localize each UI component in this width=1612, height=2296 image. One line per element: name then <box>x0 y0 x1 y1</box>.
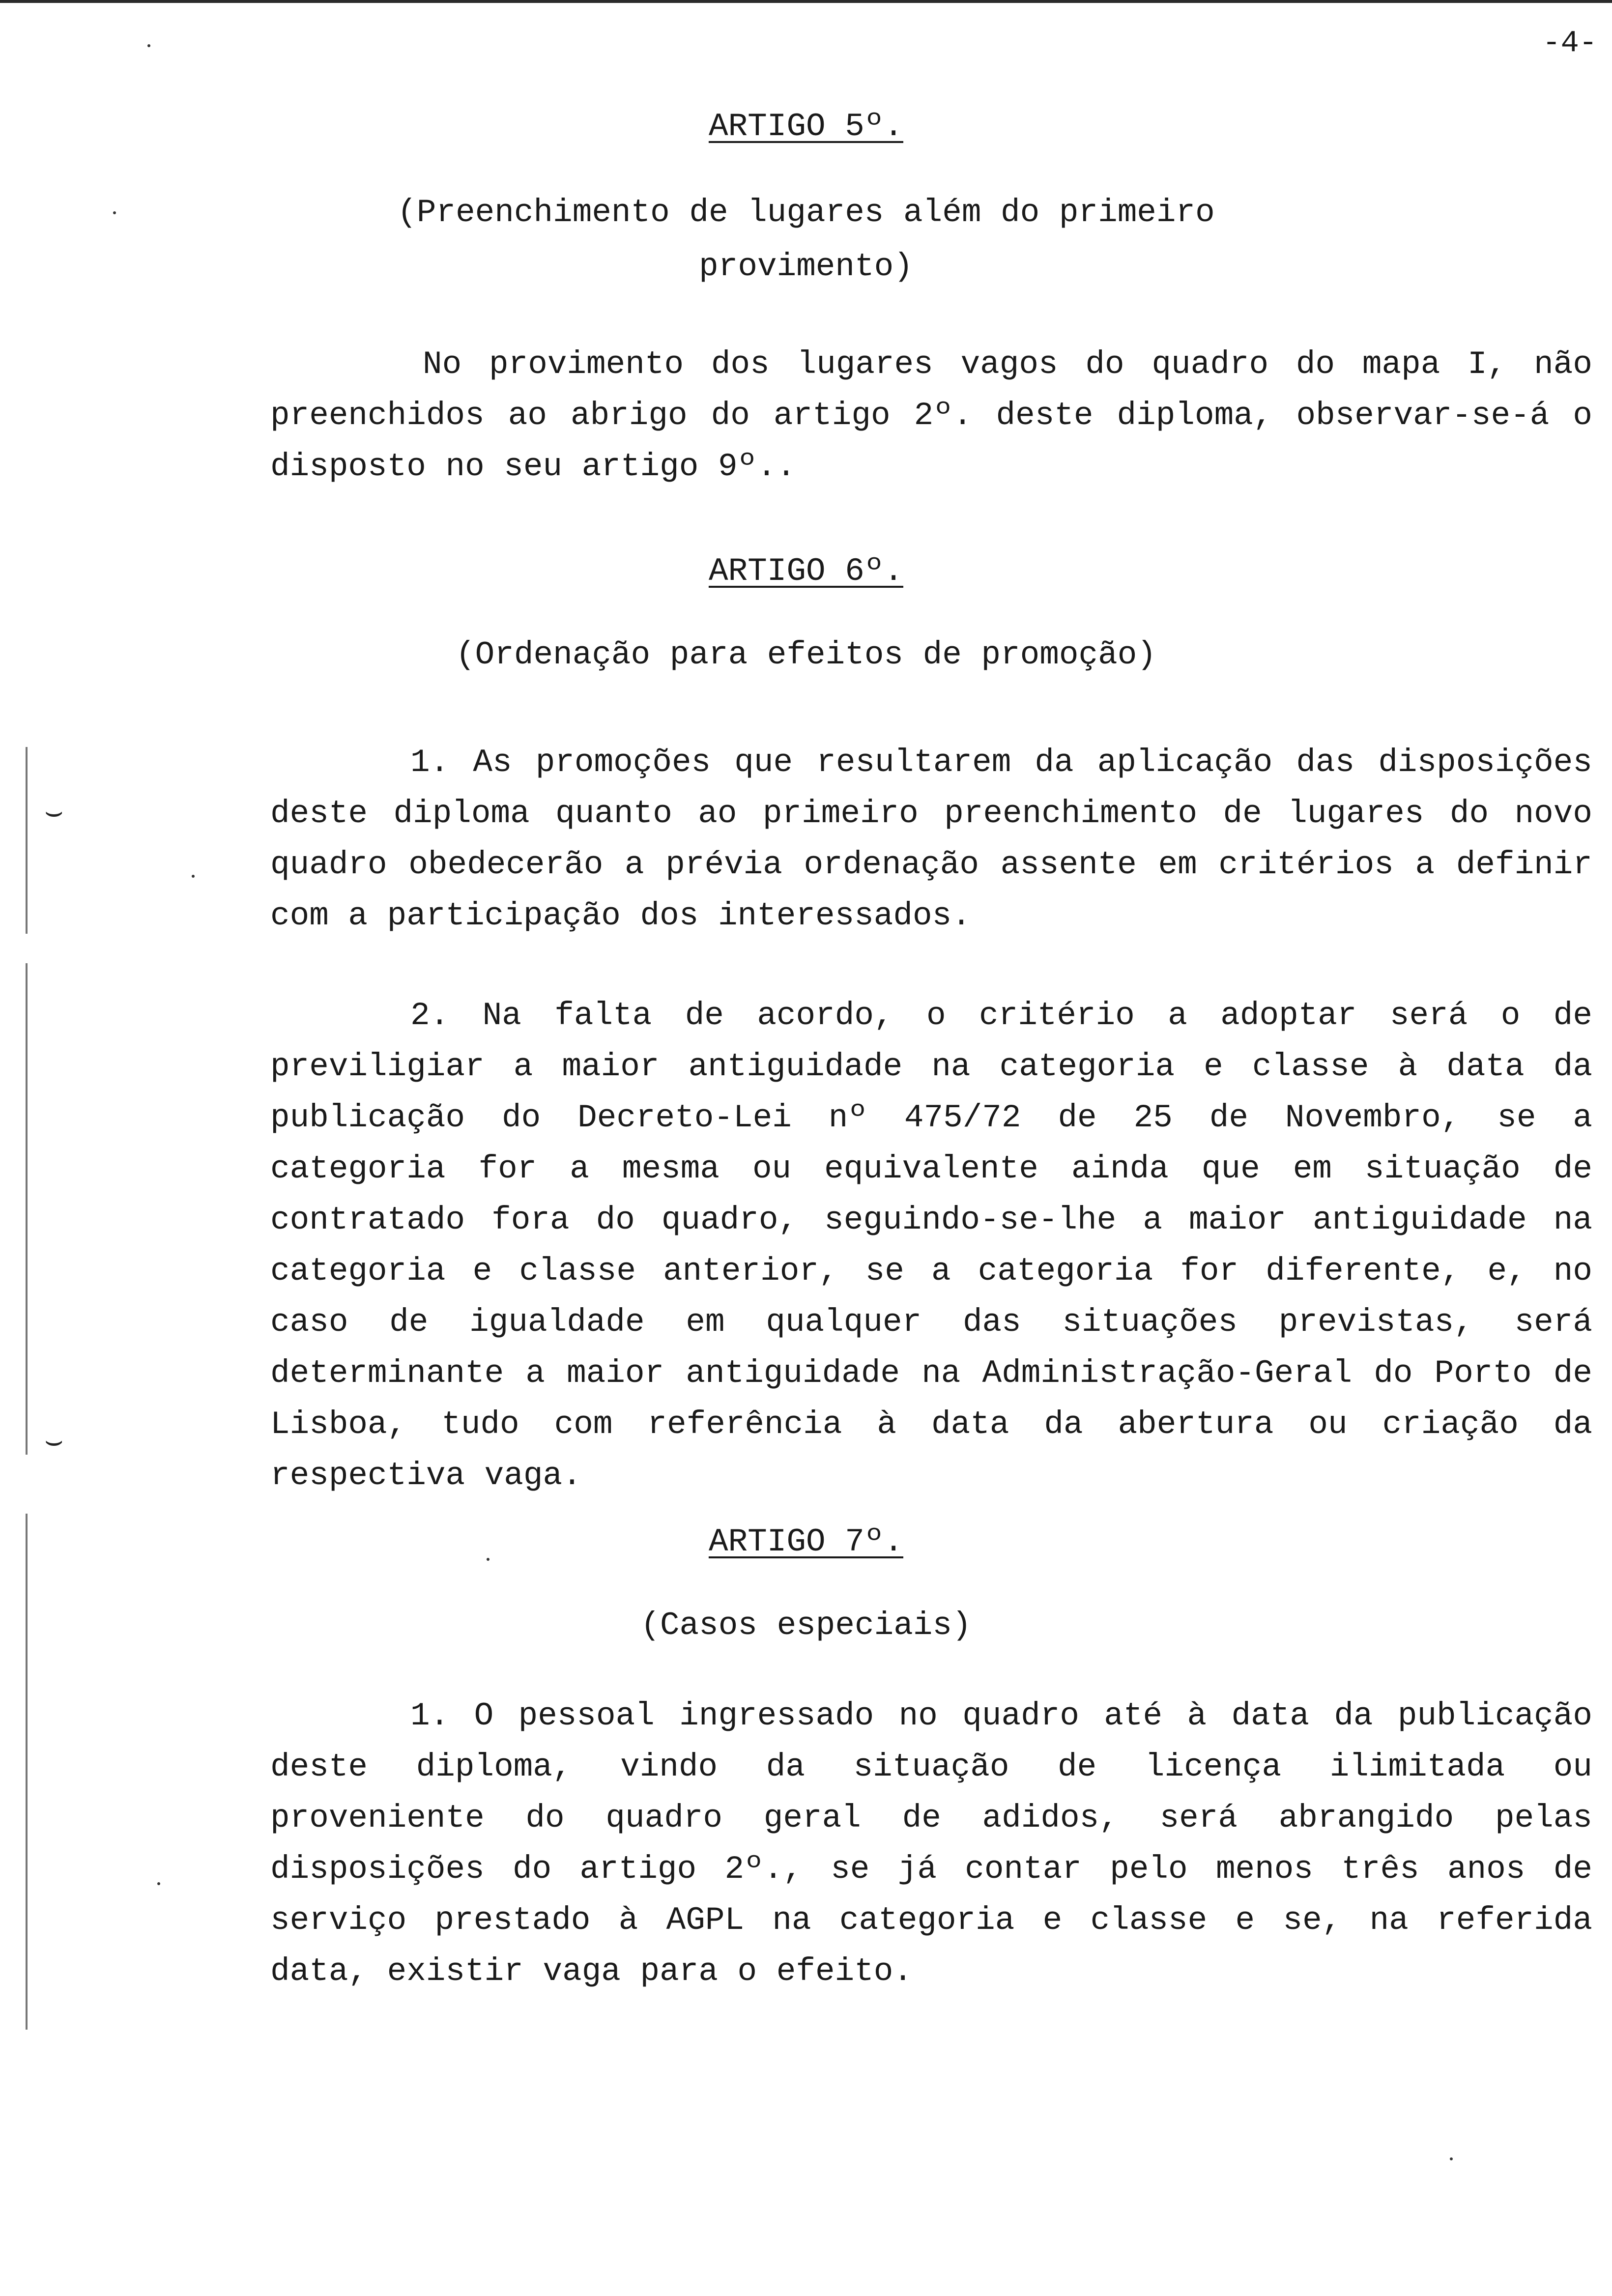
scan-margin-line <box>26 963 28 1455</box>
article-6-paragraph-1: 1. As promoções que resultarem da aplicação das disposições deste diploma quanto ao primeiro preenchimento de lugares do novo quadro obedecerão a prévia ordenação assente em critérios a definir com a participação dos interessados. <box>270 744 1592 934</box>
article-5-paragraph: No provimento dos lugares vagos do quadro do mapa I, não preenchidos ao abrigo do artigo 2º. deste diploma, observar-se-á o disposto no seu artigo 9º.. <box>270 346 1592 485</box>
scan-mark: ⌣ <box>44 797 64 831</box>
article-5-heading: ARTIGO 5º. <box>708 108 904 145</box>
article-7-heading: ARTIGO 7º. <box>708 1523 904 1560</box>
article-7-paragraph-1: 1. O pessoal ingressado no quadro até à data da publicação deste diploma, vindo da situação de licença ilimitada ou proveniente do quadro geral de adidos, será abrangido pelas disposições do artigo 2º., se já contar pelo menos três anos de serviço prestado à AGPL na categoria e classe e se, na referida data, existir vaga para o efeito. <box>270 1697 1592 1990</box>
scan-margin-line <box>26 1514 28 2030</box>
page-number: -4- <box>1542 26 1597 60</box>
scan-margin-line <box>26 747 28 934</box>
article-6-heading: ARTIGO 6º. <box>708 553 904 590</box>
article-5-subtitle-cont: provimento) <box>699 248 913 285</box>
article-6-paragraph-2: 2. Na falta de acordo, o critério a adoptar será o de previligiar a maior antiguidade na categoria e classe à data da publicação do Decreto-Lei nº 475/72 de 25 de Novembro, se a categoria for a mesma ou equivalente ainda que em situação de contratado fora do quadro, seguindo-se-lhe a maior antiguidade na categoria e classe anterior, se a categoria for diferente, e, no caso de igualdade em qualquer das situações previstas, será determinante a maior antiguidade na Administração-Geral do Porto de Lisboa, tudo com referência à data da abertura ou criação da respectiva vaga. <box>270 997 1592 1494</box>
article-6-subtitle: (Ordenação para efeitos de promoção) <box>456 636 1156 673</box>
scan-mark: ⌣ <box>44 1426 64 1460</box>
article-7-subtitle: (Casos especiais) <box>640 1607 972 1644</box>
top-border <box>0 0 1612 3</box>
article-5-subtitle: (Preenchimento de lugares além do primeiro <box>397 194 1215 231</box>
